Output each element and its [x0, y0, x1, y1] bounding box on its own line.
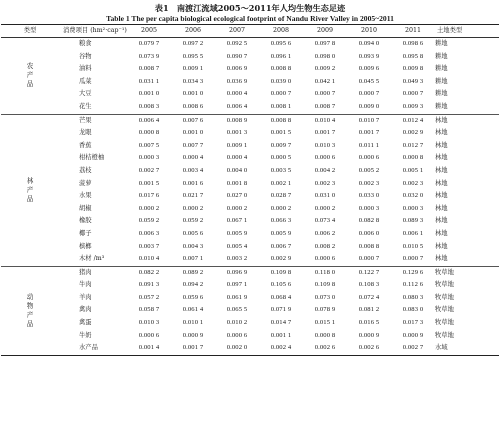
- land-type-cell: 牧草地: [435, 306, 454, 314]
- value-cell: 0.015 1: [314, 319, 336, 327]
- value-cell: 0.005 9: [270, 229, 292, 237]
- table-row: [1, 317, 499, 330]
- table-row: [1, 51, 499, 64]
- value-cell: 0.006 1: [402, 229, 424, 237]
- value-cell: 0.057 2: [138, 293, 160, 301]
- value-cell: 0.008 2: [314, 242, 336, 250]
- value-cell: 0.000 8: [138, 129, 160, 137]
- land-type-cell: 林地: [435, 116, 448, 124]
- table-row: [1, 253, 499, 266]
- item-cell: 粮食: [79, 40, 92, 47]
- table-row: [1, 114, 499, 127]
- value-cell: 0.012 4: [402, 116, 424, 124]
- land-type-cell: 牧草地: [435, 319, 454, 327]
- value-cell: 0.090 7: [226, 52, 248, 60]
- value-cell: 0.049 3: [402, 77, 424, 85]
- value-cell: 0.010 4: [314, 116, 336, 124]
- value-cell: 0.003 4: [182, 166, 204, 174]
- value-cell: 0.031 1: [138, 77, 160, 85]
- value-cell: 0.095 5: [182, 52, 204, 60]
- header-land-type: 土地类型: [437, 27, 463, 34]
- group-animal: [1, 266, 499, 355]
- value-cell: 0.042 1: [314, 77, 336, 85]
- value-cell: 0.004 0: [226, 166, 248, 174]
- value-cell: 0.095 8: [402, 52, 424, 60]
- value-cell: 0.005 9: [226, 229, 248, 237]
- value-cell: 0.004 3: [182, 242, 204, 250]
- value-cell: 0.092 5: [226, 40, 248, 47]
- value-cell: 0.082 8: [358, 217, 380, 225]
- value-cell: 0.089 3: [402, 217, 424, 225]
- value-cell: 0.068 4: [270, 293, 292, 301]
- value-cell: 0.000 8: [402, 154, 424, 162]
- value-cell: 0.034 3: [182, 77, 204, 85]
- value-cell: 0.000 3: [402, 204, 424, 212]
- value-cell: 0.001 3: [226, 129, 248, 137]
- value-cell: 0.008 8: [358, 242, 380, 250]
- land-type-cell: 林地: [435, 229, 448, 237]
- value-cell: 0.002 9: [402, 129, 424, 137]
- item-cell: 橡胶: [79, 217, 92, 225]
- value-cell: 0.000 6: [314, 255, 336, 263]
- header-year: 2009: [316, 27, 334, 34]
- item-cell: 柑桔橙柚: [79, 154, 105, 162]
- item-cell: 槟榔: [79, 242, 92, 250]
- value-cell: 0.000 8: [314, 331, 336, 339]
- value-cell: 0.009 3: [402, 102, 424, 110]
- value-cell: 0.010 2: [226, 319, 248, 327]
- land-type-cell: 牧草地: [435, 281, 454, 289]
- value-cell: 0.008 6: [182, 102, 204, 110]
- land-type-cell: 林地: [435, 242, 448, 250]
- value-cell: 0.036 9: [226, 77, 248, 85]
- value-cell: 0.003 2: [226, 255, 248, 263]
- table-caption-cn: 表1 南渡江流域2005～2011年人均生物生态足迹: [154, 3, 346, 13]
- value-cell: 0.081 2: [358, 306, 380, 314]
- item-cell: 牛肉: [79, 281, 92, 289]
- value-cell: 0.006 4: [226, 102, 248, 110]
- value-cell: 0.002 3: [402, 179, 424, 187]
- value-cell: 0.002 9: [270, 255, 292, 263]
- table-row: [1, 63, 499, 76]
- value-cell: 0.000 2: [270, 204, 292, 212]
- value-cell: 0.082 2: [138, 268, 160, 276]
- value-cell: 0.000 9: [182, 331, 204, 339]
- value-cell: 0.016 5: [358, 319, 380, 327]
- value-cell: 0.000 7: [358, 90, 380, 98]
- value-cell: 0.072 4: [358, 293, 380, 301]
- value-cell: 0.000 7: [402, 255, 424, 263]
- value-cell: 0.005 4: [226, 242, 248, 250]
- value-cell: 0.059 2: [182, 217, 204, 225]
- value-cell: 0.009 1: [226, 141, 248, 149]
- value-cell: 0.000 3: [138, 154, 160, 162]
- table-row: [1, 165, 499, 178]
- land-type-cell: 林地: [435, 179, 448, 187]
- value-cell: 0.009 1: [182, 65, 204, 73]
- category-label: 动物产品: [26, 292, 34, 328]
- value-cell: 0.109 8: [314, 281, 336, 289]
- value-cell: 0.059 6: [182, 293, 204, 301]
- header-year: 2005: [140, 27, 158, 34]
- land-type-cell: 耕地: [435, 52, 448, 60]
- value-cell: 0.001 0: [182, 90, 204, 98]
- table-row: [1, 228, 499, 241]
- value-cell: 0.061 4: [182, 306, 204, 314]
- value-cell: 0.073 0: [314, 293, 336, 301]
- land-type-cell: 林地: [435, 217, 448, 225]
- value-cell: 0.000 4: [226, 154, 248, 162]
- group-agricultural: [1, 38, 499, 115]
- value-cell: 0.061 9: [226, 293, 248, 301]
- value-cell: 0.000 7: [314, 90, 336, 98]
- value-cell: 0.002 7: [402, 344, 424, 352]
- header-year: 2007: [228, 27, 246, 34]
- value-cell: 0.097 8: [314, 40, 336, 47]
- value-cell: 0.002 4: [270, 344, 292, 352]
- value-cell: 0.066 3: [270, 217, 292, 225]
- land-type-cell: 林地: [435, 204, 448, 212]
- value-cell: 0.091 3: [138, 281, 160, 289]
- value-cell: 0.004 2: [314, 166, 336, 174]
- item-cell: 羊肉: [79, 293, 92, 301]
- value-cell: 0.098 0: [314, 52, 336, 60]
- item-cell: 牛奶: [79, 331, 92, 339]
- land-type-cell: 牧草地: [435, 331, 454, 339]
- table-row: [1, 241, 499, 254]
- land-type-cell: 林地: [435, 255, 448, 263]
- header-year: 2006: [184, 27, 202, 34]
- item-cell: 瓜菜: [79, 77, 92, 85]
- table-row: [1, 266, 499, 279]
- value-cell: 0.097 2: [182, 40, 204, 47]
- item-cell: 水果: [79, 192, 92, 200]
- value-cell: 0.001 6: [182, 179, 204, 187]
- value-cell: 0.010 1: [182, 319, 204, 327]
- value-cell: 0.001 4: [138, 344, 160, 352]
- item-cell: 芒果: [79, 116, 92, 124]
- value-cell: 0.000 2: [182, 204, 204, 212]
- value-cell: 0.000 2: [314, 204, 336, 212]
- value-cell: 0.010 7: [358, 116, 380, 124]
- value-cell: 0.094 0: [358, 40, 380, 47]
- table-row: [1, 342, 499, 355]
- category-cell: [1, 266, 59, 355]
- header-year: 2011: [404, 27, 422, 34]
- value-cell: 0.014 7: [270, 319, 292, 327]
- item-cell: 猪肉: [79, 268, 92, 276]
- value-cell: 0.000 4: [226, 90, 248, 98]
- value-cell: 0.006 2: [314, 229, 336, 237]
- value-cell: 0.031 0: [314, 192, 336, 200]
- land-type-cell: 耕地: [435, 102, 448, 110]
- item-cell: 龙眼: [79, 129, 92, 137]
- value-cell: 0.009 8: [402, 65, 424, 73]
- value-cell: 0.000 7: [402, 90, 424, 98]
- land-type-cell: 水域: [435, 344, 448, 352]
- land-type-cell: 耕地: [435, 77, 448, 85]
- value-cell: 0.009 7: [270, 141, 292, 149]
- value-cell: 0.067 1: [226, 217, 248, 225]
- value-cell: 0.058 7: [138, 306, 160, 314]
- value-cell: 0.017 3: [402, 319, 424, 327]
- land-type-cell: 林地: [435, 192, 448, 200]
- table-row: [1, 127, 499, 140]
- value-cell: 0.095 6: [270, 40, 292, 47]
- land-type-cell: 耕地: [435, 65, 448, 73]
- value-cell: 0.002 3: [314, 179, 336, 187]
- value-cell: 0.001 7: [358, 129, 380, 137]
- land-type-cell: 林地: [435, 141, 448, 149]
- land-type-cell: 牧草地: [435, 268, 454, 276]
- value-cell: 0.122 7: [358, 268, 380, 276]
- value-cell: 0.033 0: [358, 192, 380, 200]
- value-cell: 0.129 6: [402, 268, 424, 276]
- value-cell: 0.007 6: [182, 116, 204, 124]
- item-cell: 木材 /m³: [79, 255, 105, 263]
- value-cell: 0.098 6: [402, 40, 424, 47]
- value-cell: 0.001 5: [270, 129, 292, 137]
- value-cell: 0.109 8: [270, 268, 292, 276]
- value-cell: 0.003 5: [270, 166, 292, 174]
- value-cell: 0.027 0: [226, 192, 248, 200]
- value-cell: 0.089 2: [182, 268, 204, 276]
- table-caption-en: Table 1 The per capita biological ecological footprint of Nandu River Valley in 2005~2011: [106, 14, 394, 23]
- table-row: [1, 292, 499, 305]
- value-cell: 0.093 9: [358, 52, 380, 60]
- value-cell: 0.080 3: [402, 293, 424, 301]
- value-cell: 0.010 3: [314, 141, 336, 149]
- value-cell: 0.006 7: [270, 242, 292, 250]
- value-cell: 0.002 6: [314, 344, 336, 352]
- value-cell: 0.112 6: [402, 281, 424, 289]
- item-cell: 油料: [79, 65, 92, 73]
- value-cell: 0.078 9: [314, 306, 336, 314]
- value-cell: 0.012 7: [402, 141, 424, 149]
- table-row: [1, 279, 499, 292]
- category-cell: [1, 38, 59, 115]
- value-cell: 0.079 7: [138, 40, 160, 47]
- value-cell: 0.002 6: [358, 344, 380, 352]
- table-row: [1, 152, 499, 165]
- item-cell: 禽肉: [79, 306, 92, 314]
- value-cell: 0.007 7: [182, 141, 204, 149]
- category-label: 林产品: [26, 176, 34, 203]
- value-cell: 0.000 6: [226, 331, 248, 339]
- value-cell: 0.008 9: [226, 116, 248, 124]
- value-cell: 0.010 5: [402, 242, 424, 250]
- value-cell: 0.005 1: [402, 166, 424, 174]
- value-cell: 0.002 1: [270, 179, 292, 187]
- item-cell: 谷物: [79, 52, 92, 60]
- value-cell: 0.000 4: [182, 154, 204, 162]
- category-label: 农产品: [26, 62, 34, 89]
- value-cell: 0.108 3: [358, 281, 380, 289]
- table-row: [1, 215, 499, 228]
- land-type-cell: 耕地: [435, 90, 448, 98]
- value-cell: 0.000 6: [314, 154, 336, 162]
- value-cell: 0.065 5: [226, 306, 248, 314]
- item-cell: 菠萝: [79, 179, 92, 187]
- value-cell: 0.000 9: [402, 331, 424, 339]
- value-cell: 0.073 9: [138, 52, 160, 60]
- value-cell: 0.105 6: [270, 281, 292, 289]
- category-cell: [1, 114, 59, 266]
- value-cell: 0.007 5: [138, 141, 160, 149]
- value-cell: 0.006 0: [358, 229, 380, 237]
- value-cell: 0.001 0: [182, 129, 204, 137]
- value-cell: 0.001 7: [182, 344, 204, 352]
- table-row: [1, 178, 499, 191]
- value-cell: 0.094 2: [182, 281, 204, 289]
- value-cell: 0.001 8: [226, 179, 248, 187]
- value-cell: 0.001 5: [138, 179, 160, 187]
- table-row: [1, 330, 499, 343]
- value-cell: 0.001 7: [314, 129, 336, 137]
- value-cell: 0.005 2: [358, 166, 380, 174]
- value-cell: 0.002 7: [138, 166, 160, 174]
- value-cell: 0.039 0: [270, 77, 292, 85]
- value-cell: 0.009 0: [358, 102, 380, 110]
- value-cell: 0.008 3: [138, 102, 160, 110]
- land-type-cell: 牧草地: [435, 293, 454, 301]
- table-row: [1, 140, 499, 153]
- value-cell: 0.096 1: [270, 52, 292, 60]
- value-cell: 0.006 9: [226, 65, 248, 73]
- value-cell: 0.000 2: [226, 204, 248, 212]
- value-cell: 0.000 7: [270, 90, 292, 98]
- value-cell: 0.118 0: [314, 268, 336, 276]
- value-cell: 0.001 0: [138, 90, 160, 98]
- value-cell: 0.008 7: [138, 65, 160, 73]
- value-cell: 0.097 1: [226, 281, 248, 289]
- land-type-cell: 耕地: [435, 40, 448, 47]
- land-type-cell: 林地: [435, 154, 448, 162]
- table-row: [1, 88, 499, 101]
- value-cell: 0.009 6: [358, 65, 380, 73]
- table-row: [1, 101, 499, 114]
- value-cell: 0.002 0: [226, 344, 248, 352]
- value-cell: 0.000 3: [358, 204, 380, 212]
- value-cell: 0.002 3: [358, 179, 380, 187]
- table-row: [1, 190, 499, 203]
- value-cell: 0.000 6: [358, 154, 380, 162]
- value-cell: 0.003 7: [138, 242, 160, 250]
- item-cell: 禽蛋: [79, 319, 92, 327]
- value-cell: 0.032 0: [402, 192, 424, 200]
- item-cell: 椰子: [79, 229, 92, 237]
- value-cell: 0.010 4: [138, 255, 160, 263]
- table-row: [1, 38, 499, 51]
- value-cell: 0.073 4: [314, 217, 336, 225]
- value-cell: 0.007 1: [182, 255, 204, 263]
- value-cell: 0.010 3: [138, 319, 160, 327]
- value-cell: 0.017 6: [138, 192, 160, 200]
- item-cell: 大豆: [79, 90, 92, 98]
- value-cell: 0.008 8: [270, 116, 292, 124]
- value-cell: 0.000 7: [358, 255, 380, 263]
- value-cell: 0.006 4: [138, 116, 160, 124]
- value-cell: 0.011 1: [358, 141, 380, 149]
- value-cell: 0.001 1: [270, 331, 292, 339]
- value-cell: 0.096 9: [226, 268, 248, 276]
- item-cell: 花生: [79, 102, 92, 110]
- item-cell: 香蕉: [79, 141, 92, 149]
- header-year: 2010: [360, 27, 378, 34]
- value-cell: 0.000 9: [358, 331, 380, 339]
- header-row: [1, 25, 499, 38]
- item-cell: 水产品: [79, 344, 98, 352]
- value-cell: 0.006 3: [138, 229, 160, 237]
- table-row: [1, 203, 499, 216]
- table-row: [1, 76, 499, 89]
- footprint-table: [1, 24, 499, 356]
- value-cell: 0.059 2: [138, 217, 160, 225]
- value-cell: 0.005 6: [182, 229, 204, 237]
- land-type-cell: 林地: [435, 166, 448, 174]
- value-cell: 0.008 7: [314, 102, 336, 110]
- item-cell: 荔枝: [79, 166, 92, 174]
- table-row: [1, 304, 499, 317]
- value-cell: 0.028 7: [270, 192, 292, 200]
- value-cell: 0.083 0: [402, 306, 424, 314]
- land-type-cell: 林地: [435, 129, 448, 137]
- value-cell: 0.000 6: [138, 331, 160, 339]
- value-cell: 0.008 1: [270, 102, 292, 110]
- value-cell: 0.000 5: [270, 154, 292, 162]
- value-cell: 0.008 8: [270, 65, 292, 73]
- value-cell: 0.021 7: [182, 192, 204, 200]
- value-cell: 0.045 5: [358, 77, 380, 85]
- header-category: 类型: [23, 27, 37, 34]
- value-cell: 0.000 2: [138, 204, 160, 212]
- item-cell: 胡椒: [79, 204, 92, 212]
- value-cell: 0.071 9: [270, 306, 292, 314]
- value-cell: 0.009 2: [314, 65, 336, 73]
- header-item: 消费项目 (hm²·cap⁻¹): [63, 27, 127, 34]
- header-year: 2008: [272, 27, 290, 34]
- group-forest: [1, 114, 499, 266]
